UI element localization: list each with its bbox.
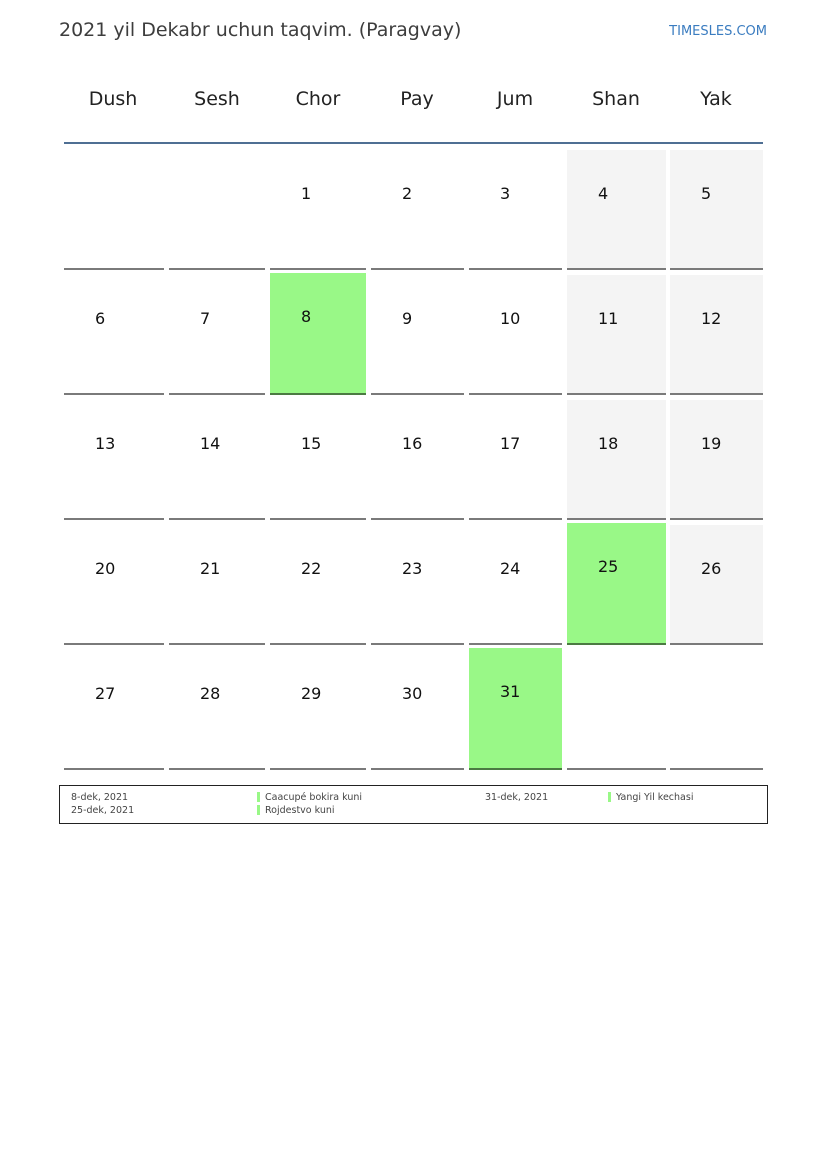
day-cell-11[interactable]: [567, 275, 666, 395]
day-cell-22[interactable]: [270, 525, 366, 645]
day-cell-7[interactable]: [169, 275, 265, 395]
weekday-thu: Pay: [400, 88, 434, 110]
site-link[interactable]: TIMESLES.COM: [669, 24, 767, 39]
day-number: 6: [95, 309, 106, 328]
weekday-sun: Yak: [700, 88, 732, 110]
legend-color-2: [257, 805, 260, 815]
day-cell-15[interactable]: [270, 400, 366, 520]
day-cell-27[interactable]: [64, 650, 164, 770]
day-cell-24[interactable]: [469, 525, 562, 645]
header-rule: [64, 142, 763, 144]
day-number: 11: [598, 309, 619, 328]
day-cell-10[interactable]: [469, 275, 562, 395]
day-number: 31: [500, 682, 521, 701]
empty-cell: [567, 650, 666, 770]
day-number: 26: [701, 559, 722, 578]
day-number: 15: [301, 434, 322, 453]
day-cell-25[interactable]: [567, 523, 666, 645]
day-number: 1: [301, 184, 312, 203]
weekday-wed: Chor: [295, 88, 341, 110]
empty-cell: [64, 150, 164, 270]
day-cell-9[interactable]: [371, 275, 464, 395]
day-number: 9: [402, 309, 413, 328]
day-cell-6[interactable]: [64, 275, 164, 395]
day-number: 7: [200, 309, 211, 328]
day-number: 13: [95, 434, 116, 453]
weekday-sat: Shan: [592, 88, 640, 110]
day-number: 30: [402, 684, 423, 703]
day-number: 8: [301, 307, 312, 326]
day-cell-20[interactable]: [64, 525, 164, 645]
weekday-tue: Sesh: [194, 88, 240, 110]
legend-color-3: [608, 792, 611, 802]
day-number: 16: [402, 434, 423, 453]
day-number: 21: [200, 559, 221, 578]
weekday-fri: Jum: [496, 88, 534, 110]
day-cell-23[interactable]: [371, 525, 464, 645]
day-number: 3: [500, 184, 511, 203]
legend-date-2: 25-dek, 2021: [71, 805, 135, 816]
legend-name-3: Yangi Yil kechasi: [616, 792, 694, 803]
day-number: 18: [598, 434, 619, 453]
day-cell-30[interactable]: [371, 650, 464, 770]
day-cell-21[interactable]: [169, 525, 265, 645]
day-number: 24: [500, 559, 521, 578]
day-number: 20: [95, 559, 116, 578]
day-number: 22: [301, 559, 322, 578]
day-cell-26[interactable]: [670, 525, 763, 645]
day-cell-13[interactable]: [64, 400, 164, 520]
day-cell-16[interactable]: [371, 400, 464, 520]
day-cell-12[interactable]: [670, 275, 763, 395]
day-cell-14[interactable]: [169, 400, 265, 520]
day-number: 4: [598, 184, 609, 203]
day-number: 14: [200, 434, 221, 453]
day-cell-3[interactable]: [469, 150, 562, 270]
day-cell-28[interactable]: [169, 650, 265, 770]
day-cell-31[interactable]: [469, 648, 562, 770]
day-cell-5[interactable]: [670, 150, 763, 270]
day-number: 28: [200, 684, 221, 703]
day-number: 10: [500, 309, 521, 328]
day-number: 19: [701, 434, 722, 453]
day-cell-4[interactable]: [567, 150, 666, 270]
day-number: 5: [701, 184, 712, 203]
day-cell-8[interactable]: [270, 273, 366, 395]
weekday-header: [64, 88, 763, 120]
day-cell-17[interactable]: [469, 400, 562, 520]
day-number: 2: [402, 184, 413, 203]
weekday-mon: Dush: [88, 88, 138, 110]
day-number: 25: [598, 557, 619, 576]
day-cell-18[interactable]: [567, 400, 666, 520]
legend: [59, 785, 768, 824]
day-number: 17: [500, 434, 521, 453]
legend-name-2: Rojdestvo kuni: [265, 805, 335, 816]
day-cell-1[interactable]: [270, 150, 366, 270]
day-number: 27: [95, 684, 116, 703]
empty-cell: [169, 150, 265, 270]
legend-name-1: Caacupé bokira kuni: [265, 792, 363, 803]
day-number: 12: [701, 309, 722, 328]
empty-cell: [670, 650, 763, 770]
day-number: 29: [301, 684, 322, 703]
day-cell-29[interactable]: [270, 650, 366, 770]
legend-date-1: 8-dek, 2021: [71, 792, 129, 803]
legend-color-1: [257, 792, 260, 802]
legend-date-3: 31-dek, 2021: [485, 792, 549, 803]
day-cell-19[interactable]: [670, 400, 763, 520]
day-number: 23: [402, 559, 423, 578]
day-cell-2[interactable]: [371, 150, 464, 270]
page-title: 2021 yil Dekabr uchun taqvim. (Paragvay): [59, 19, 462, 41]
